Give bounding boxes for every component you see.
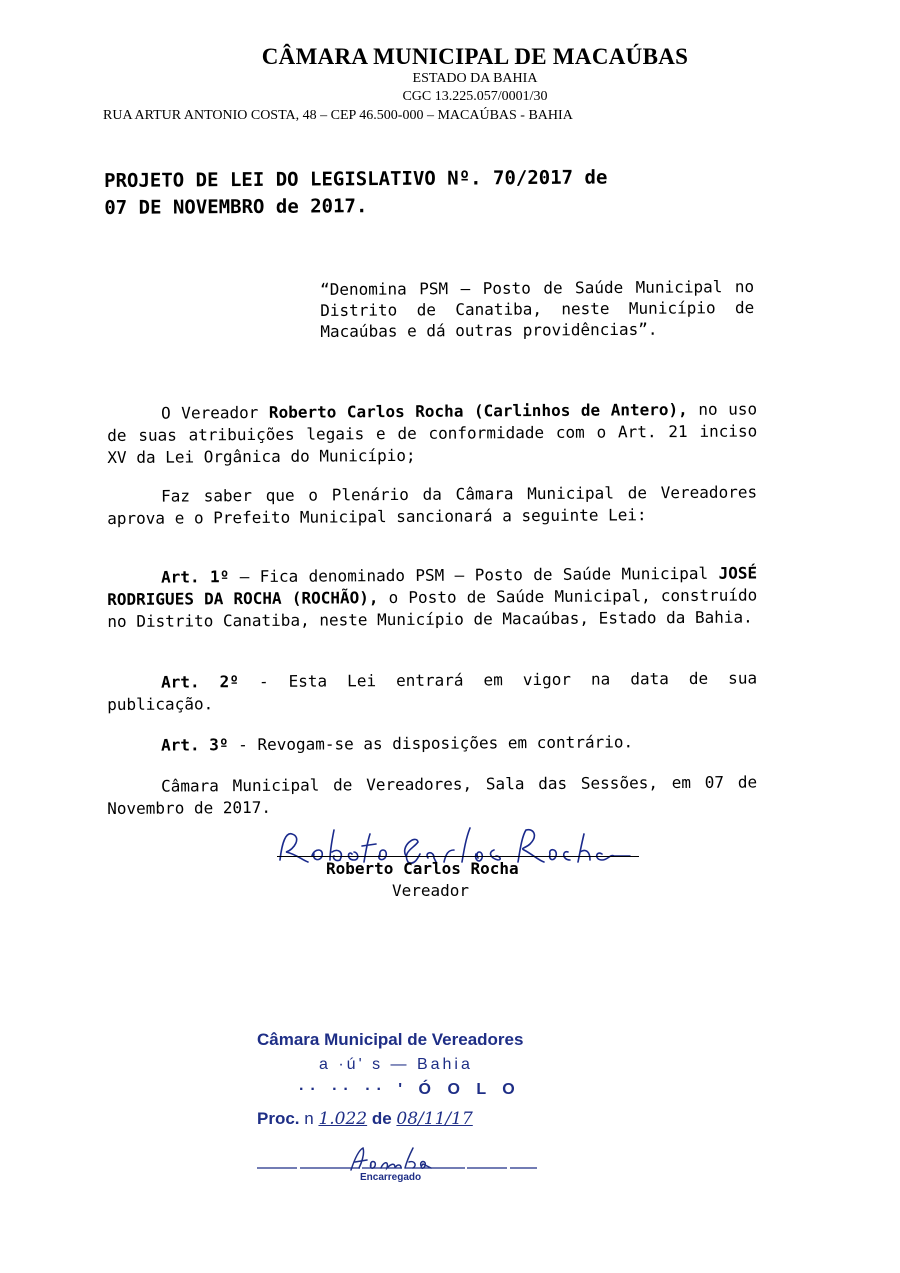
article-3-label: Art. 3º xyxy=(161,735,229,755)
enactment-paragraph xyxy=(107,481,757,530)
institution-title: CÂMARA MUNICIPAL DE MACAÚBAS xyxy=(261,44,689,69)
proc-date: 08/11/17 xyxy=(396,1109,473,1129)
article-1 xyxy=(107,562,757,633)
stamp-institution: Câmara Municipal de Vereadores xyxy=(257,1030,524,1049)
ementa: “Denomina PSM – Posto de Saúde Municipal no Distrito de Canatiba, neste Município de Macaúbas e dá outras providências”. xyxy=(320,276,755,341)
signature-line xyxy=(277,856,639,857)
honoree-name: JOSÉ RODRIGUES DA ROCHA (ROCHÃO), xyxy=(107,563,758,609)
stamp-process xyxy=(257,1109,473,1129)
preamble-rest: no uso de suas atribuições legais e de conformidade com o Art. 21 inciso XV da Lei Orgânica do Município; xyxy=(107,399,758,467)
article-1-label: Art. 1º xyxy=(161,567,230,587)
article-2-label: Art. 2º xyxy=(161,672,239,692)
proc-de: de xyxy=(367,1109,397,1128)
bill-title-line1: PROJETO DE LEI DO LEGISLATIVO Nº. 70/2017 de xyxy=(104,166,608,192)
preamble-paragraph xyxy=(107,398,757,469)
closing-text: Câmara Municipal de Vereadores, Sala das Sessões, em 07 de Novembro de 2017. xyxy=(107,772,758,818)
article-3 xyxy=(107,730,757,757)
address-line: RUA ARTUR ANTONIO COSTA, 48 – CEP 46.500-000 – MACAÚBAS - BAHIA xyxy=(103,108,573,123)
article-2 xyxy=(107,667,757,716)
proc-number: 1.022 xyxy=(318,1109,368,1129)
enactment-text: Faz saber que o Plenário da Câmara Municipal de Vereadores aprova e o Prefeito Municipal sancionará a seguinte Lei: xyxy=(107,482,758,528)
proc-label: Proc. xyxy=(257,1109,305,1128)
bill-title-line2: 07 DE NOVEMBRO de 2017. xyxy=(104,195,368,219)
article-1-text-b: o Posto de Saúde Municipal, construído no Distrito Canatiba, neste Município de Macaúbas, Estado da Bahia. xyxy=(107,585,758,631)
proc-n: n xyxy=(304,1109,314,1128)
closing-paragraph xyxy=(107,771,757,820)
article-2-text: - Esta Lei entrará em vigor na data de sua publicação. xyxy=(107,668,758,714)
letterhead xyxy=(0,44,900,106)
article-3-text: - Revogam-se as disposições em contrário. xyxy=(228,732,634,755)
stamp-signature-label: Encarregado xyxy=(360,1172,422,1183)
bill-title xyxy=(104,163,764,222)
stamp-city: a ·ú' s — Bahia xyxy=(319,1056,473,1073)
signer-name: Roberto Carlos Rocha xyxy=(326,859,519,878)
state-line: ESTADO DA BAHIA xyxy=(412,71,538,86)
councilman-name: Roberto Carlos Rocha (Carlinhos de Antero), xyxy=(268,399,688,422)
article-1-text-a: – Fica denominado PSM – Posto de Saúde Municipal xyxy=(229,563,719,587)
signer-role: Vereador xyxy=(392,881,470,900)
stamp-protocol: ·· ·· ·· ' Ó O L O xyxy=(299,1081,521,1098)
preamble-prefix: O Vereador xyxy=(161,402,269,423)
cgc-line: CGC 13.225.057/0001/30 xyxy=(402,89,548,104)
